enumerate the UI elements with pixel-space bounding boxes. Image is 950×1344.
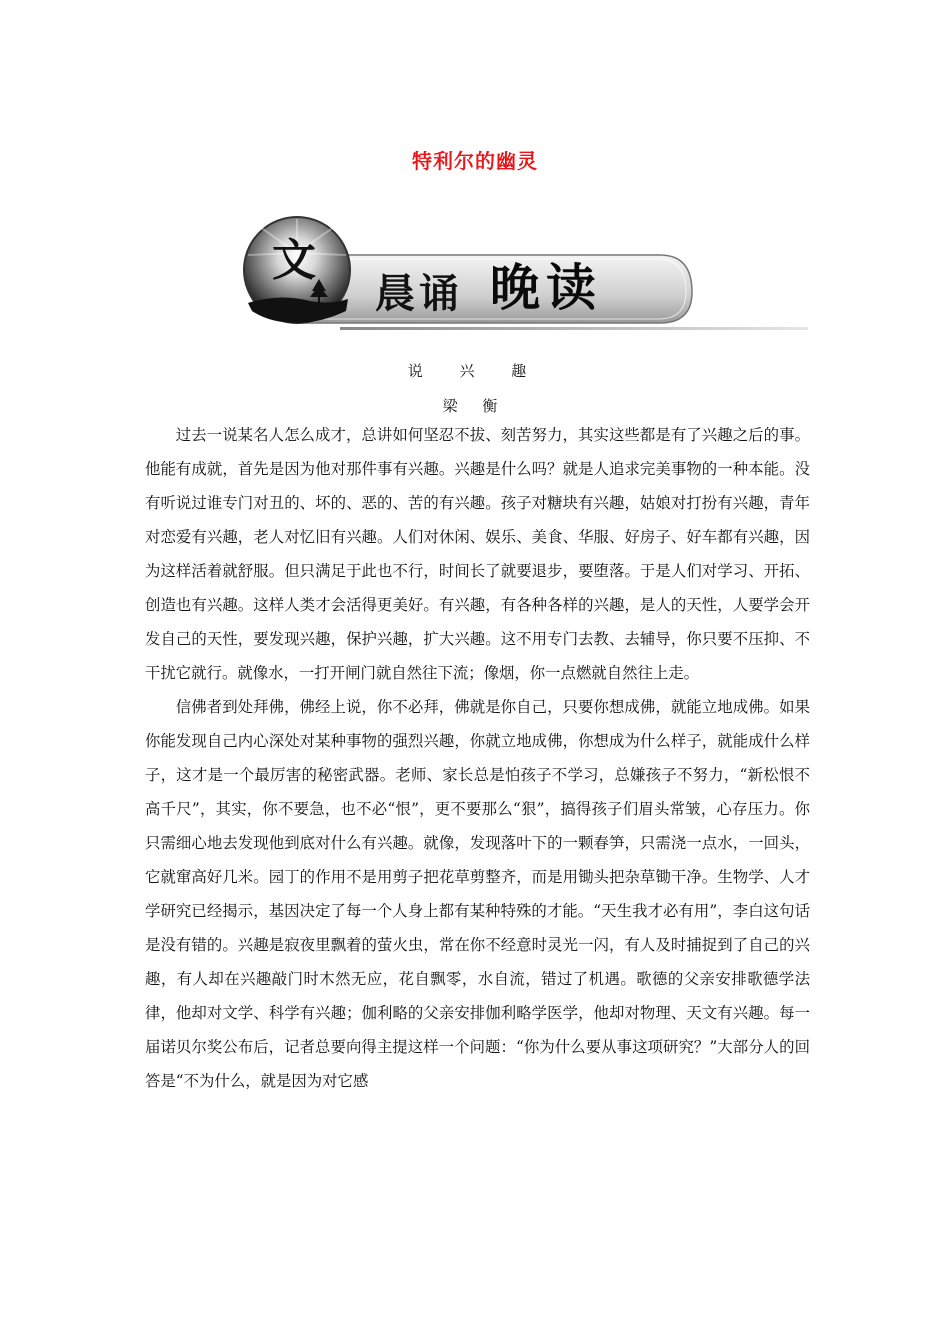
document-title: 特利尔的幽灵	[412, 149, 538, 173]
essay-body	[145, 418, 810, 1098]
banner-text-wandu: 晚读	[490, 259, 602, 317]
essay-paragraph: 信佛者到处拜佛，佛经上说，你不必拜，佛就是你自己，只要你想成佛，就能立地成佛。如果你能发现自己内心深处对某种事物的强烈兴趣，你就立地成佛，你想成为什么样子，就能成什么样子，这才是一个最厉害的秘密武器。老师、家长总是怕孩子不学习，总嫌孩子不努力，“新松恨不高千尺”，其实，你不要急，也不必“恨”，更不要那么“狠”，搞得孩子们眉头常皱，心存压力。你只需细心地去发现他到底对什么有兴趣。就像，发现落叶下的一颗春笋，只需浇一点水，一回头，它就窜高好几米。园丁的作用不是用剪子把花草剪整齐，而是用锄头把杂草锄干净。生物学、人才学研究已经揭示，基因决定了每一个人身上都有某种特殊的才能。“天生我才必有用”，李白这句话是没有错的。兴趣是寂夜里飘着的萤火虫，常在你不经意时灵光一闪，有人及时捕捉到了自己的兴趣，有人却在兴趣敲门时木然无应，花自飘零，水自流，错过了机遇。歌德的父亲安排歌德学法律，他却对文学、科学有兴趣；伽利略的父亲安排伽利略学医学，他却对物理、天文有兴趣。每一届诺贝尔奖公布后，记者总要向得主提这样一个问题：“你为什么要从事这项研究？”大部分人的回答是“不为什么，就是因为对它感	[145, 698, 810, 1090]
essay-title: 说 兴 趣	[407, 362, 543, 380]
chensong-wandu-banner	[240, 215, 810, 335]
essay-paragraph: 过去一说某名人怎么成才，总讲如何坚忍不拔、刻苦努力，其实这些都是有了兴趣之后的事。他能有成就，首先是因为他对那件事有兴趣。兴趣是什么吗？就是人追求完美事物的一种本能。没有听说过谁专门对丑的、坏的、恶的、苦的有兴趣。孩子对糖块有兴趣，姑娘对打扮有兴趣，青年对恋爱有兴趣，老人对忆旧有兴趣。人们对休闲、娱乐、美食、华服、好房子、好车都有兴趣，因为这样活着就舒服。但只满足于此也不行，时间长了就要退步，要堕落。于是人们对学习、开拓、创造也有兴趣。这样人类才会活得更美好。有兴趣，有各种各样的兴趣，是人的天性，人要学会开发自己的天性，要发现兴趣，保护兴趣，扩大兴趣。这不用专门去教、去辅导，你只要不压抑、不干扰它就行。就像水，一打开闸门就自然往下流；像烟，你一点燃就自然往上走。	[145, 426, 810, 682]
emblem-glyph: 文	[272, 235, 316, 286]
banner-graphic	[240, 215, 810, 335]
essay-author: 梁 衡	[442, 397, 508, 415]
banner-text-chensong: 晨诵	[375, 270, 463, 317]
banner-underline	[340, 327, 808, 330]
